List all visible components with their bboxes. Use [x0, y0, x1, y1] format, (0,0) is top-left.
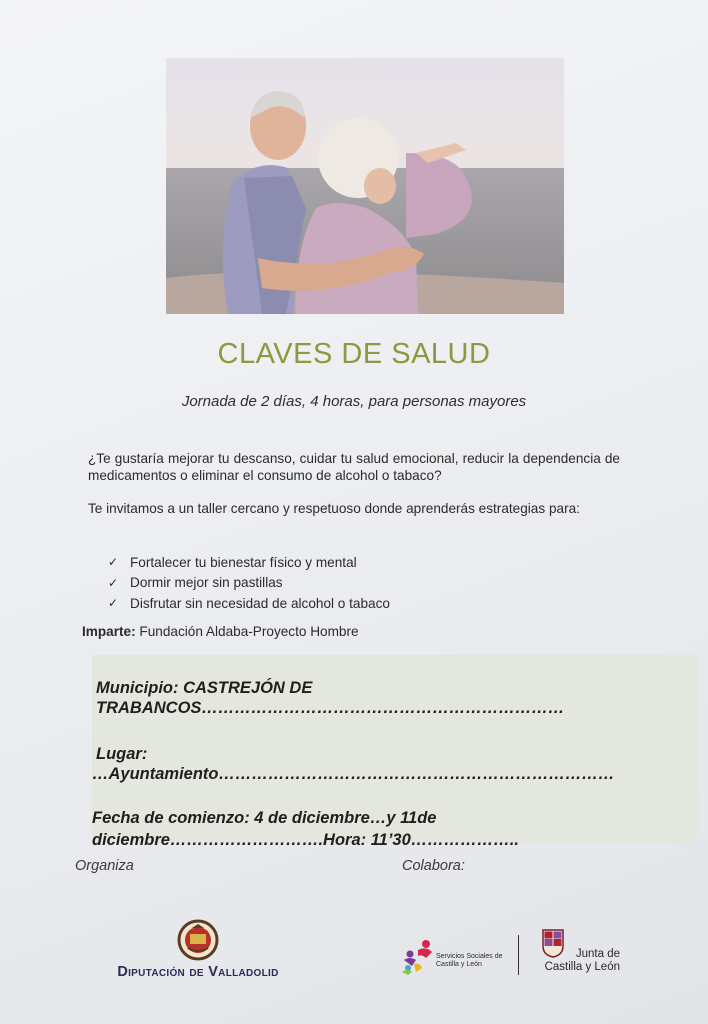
diputacion-crest-logo [176, 918, 220, 967]
organizer-name: Diputación de Valladolid [117, 964, 279, 980]
lugar-line-1: Lugar: [96, 745, 148, 763]
organiza-label: Organiza [75, 858, 134, 874]
imparte-value: Fundación Aldaba-Proyecto Hombre [139, 624, 359, 639]
list-item [108, 573, 390, 594]
collaborator-2-line-1: Junta de [575, 948, 620, 960]
servicios-sociales-logo [400, 938, 438, 981]
benefit-text: Fortalecer tu bienestar físico y mental [130, 554, 357, 570]
imparte-line [82, 624, 359, 639]
intro-paragraph: ¿Te gustaría mejorar tu descanso, cuidar tu salud emocional, reducir la dependencia de medicamentos o eliminar el consumo de alcohol o tabaco? [88, 451, 620, 483]
fecha-line-2: diciembre……………………….Hora: 11’30……………….. [92, 831, 519, 849]
collaborator-1-name: Servicios Sociales de Castilla y León [436, 953, 503, 968]
checkmark-icon: ✓ [108, 596, 119, 611]
elderly-couple-photo [166, 58, 564, 314]
checkmark-icon: ✓ [108, 555, 119, 570]
invite-paragraph: Te invitamos a un taller cercano y respetuoso donde aprenderás estrategias para: [88, 501, 580, 516]
list-item [108, 593, 390, 614]
municipio-line-2: TRABANCOS………………………………………………………… [96, 699, 565, 717]
logo-divider [518, 935, 519, 975]
checkmark-icon: ✓ [108, 575, 119, 590]
collaborator-2-line-2: Castilla y León [544, 960, 620, 973]
imparte-label: Imparte: [82, 624, 136, 639]
poster-subtitle: Jornada de 2 días, 4 horas, para personas mayores [181, 393, 527, 410]
lugar-line-2: …Ayuntamiento……………………………………………………………… [92, 765, 615, 783]
municipio-line-1: Municipio: CASTREJÓN DE [96, 679, 313, 697]
benefit-text: Disfrutar sin necesidad de alcohol o tabaco [130, 595, 390, 611]
collaborator-2-name [536, 948, 620, 973]
benefits-list [108, 552, 390, 614]
poster-title: CLAVES DE SALUD [217, 338, 491, 370]
benefit-text: Dormir mejor sin pastillas [130, 575, 283, 591]
fecha-line-1: Fecha de comienzo: 4 de diciembre…y 11de [92, 809, 437, 827]
colabora-label: Colabora: [402, 858, 465, 874]
list-item [108, 552, 390, 573]
